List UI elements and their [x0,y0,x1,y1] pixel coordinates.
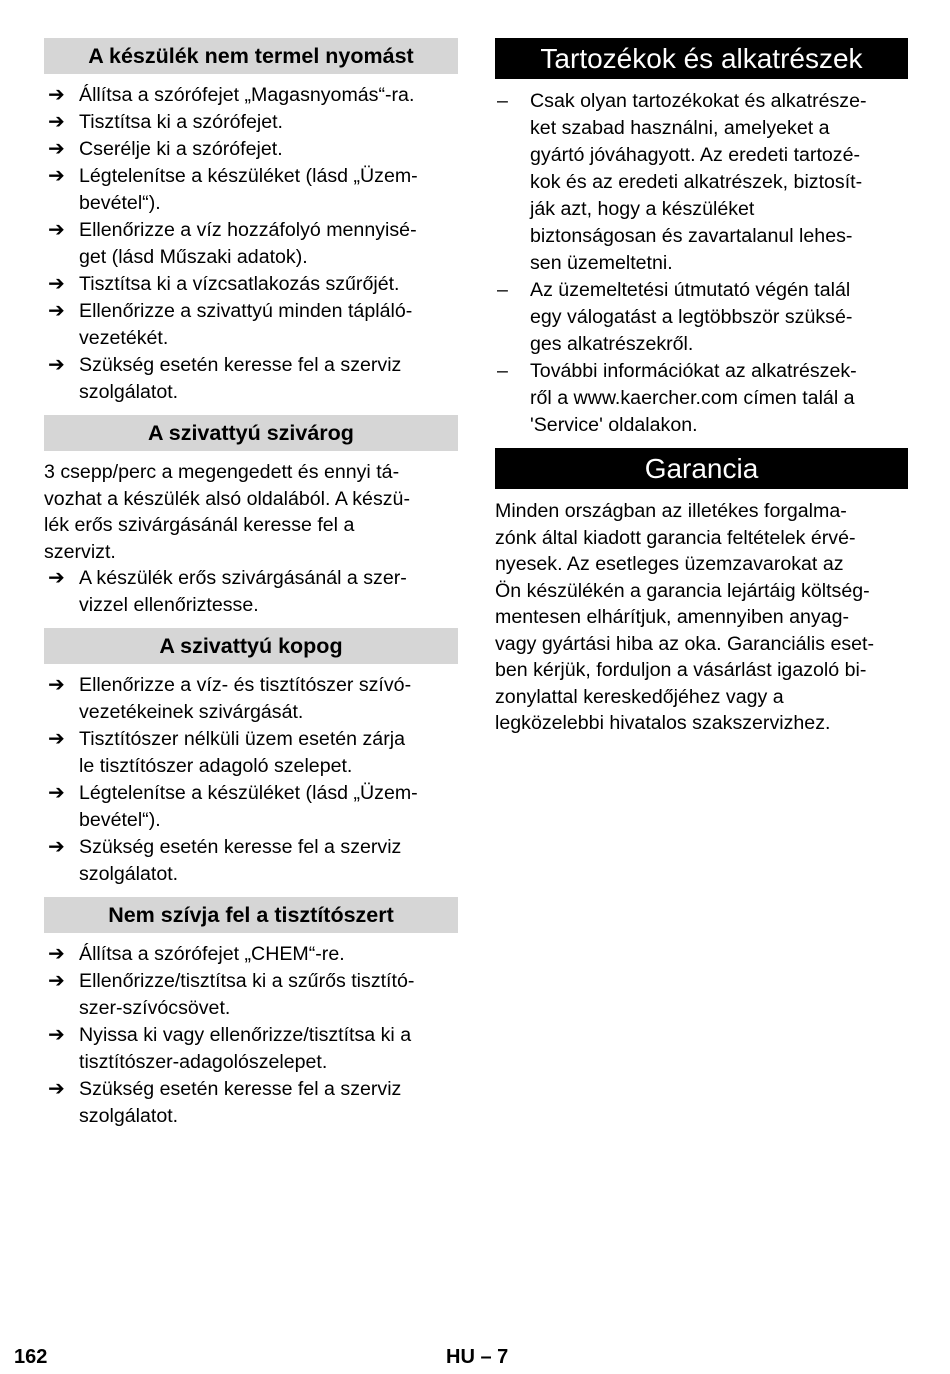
list-item: ➔ Ellenőrizze/tisztítsa ki a szűrős tisztító- szer-szívócsövet. [48,970,415,1019]
right-arrow-icon: ➔ [48,836,65,858]
accessories-list [495,88,908,439]
section-heading-accessories: Tartozékok és alkatrészek [495,38,908,79]
right-arrow-icon: ➔ [48,111,65,133]
list-item: ➔ Szükség esetén keresse fel a szerviz szolgálatot. [48,1078,402,1127]
list-item: ➔ Szükség esetén keresse fel a szerviz szolgálatot. [48,836,402,885]
list-item: ➔ Légtelenítse a készüléket (lásd „Üzem- bevétel“). [48,782,418,831]
section-heading-no-pressure: A készülék nem termel nyomást [44,38,458,74]
right-arrow-icon: ➔ [48,943,65,965]
right-arrow-icon: ➔ [48,273,65,295]
list-item: ➔ Ellenőrizze a víz- és tisztítószer szívó- vezetékeinek szivárgását. [48,674,412,723]
list-item: ➔ Ellenőrizze a szivattyú minden tápláló- vezetékét. [48,300,413,349]
right-arrow-icon: ➔ [48,782,65,804]
section-heading-warranty: Garancia [495,448,908,489]
list-item: ➔ Légtelenítse a készüléket (lásd „Üzem- bevétel“). [48,165,418,214]
left-column [44,38,458,1130]
list-item: ➔ Tisztítsa ki a szórófejet. [44,109,458,136]
list-item: ➔ Nyissa ki vagy ellenőrizze/tisztítsa ki a tisztítószer-adagolószelepet. [48,1024,412,1073]
section-heading-detergent-not-sucked: Nem szívja fel a tisztítószert [44,897,458,933]
list-item: ➔ Tisztítsa ki a vízcsatlakozás szűrőjét. [44,271,458,298]
right-arrow-icon: ➔ [48,1024,65,1046]
language-page-label: HU – 7 [446,1346,509,1368]
right-column [495,38,908,737]
pump-leaking-paragraph: 3 csepp/perc a megengedett és ennyi tá- vozhat a készülék alsó oldalából. A készü- lék erős szivárgásánál keresse fel a szervizt. [44,461,410,563]
section-heading-pump-knocking: A szivattyú kopog [44,628,458,664]
list-item: ➔ Ellenőrizze a víz hozzáfolyó mennyisé- get (lásd Műszaki adatok). [48,219,417,268]
right-arrow-icon: ➔ [48,674,65,696]
list-item: ➔ A készülék erős szivárgásánál a szer- vizzel ellenőriztesse. [48,567,407,616]
warranty-paragraph: Minden országban az illetékes forgalma- zónk által kiadott garancia feltételek érvé- nyesek. Az esetleges üzemzavarokat az Ön készülékén a garancia lejártáig költség- mentesen elhárítjuk, amennyiben anyag- vagy gyártási hiba az oka. Garanciális eset- ben kérjük, forduljon a vásárlást igazoló bi- zonylattal kereskedőjéhez vagy a legközelebbi hivatalos szakszervizhez. [495,500,874,734]
list-item: – Csak olyan tartozékokat és alkatrésze- ket szabad használni, amelyeket a gyártó jóváhagyott. Az eredeti tartozé- kok és az eredeti alkatrészek, biztosít- ják azt, hogy a készüléket biztonságosan és zavartalanul lehes- sen üzemeltetni. [497,90,867,274]
right-arrow-icon: ➔ [48,138,65,160]
dash-bullet-icon: – [497,360,508,382]
list-item: ➔ Cserélje ki a szórófejet. [44,136,458,163]
dash-bullet-icon: – [497,279,508,301]
dash-bullet-icon: – [497,90,508,112]
pump-knocking-list [44,672,458,888]
page-number: 162 [14,1346,48,1368]
right-arrow-icon: ➔ [48,970,65,992]
section-heading-pump-leaking: A szivattyú szivárog [44,415,458,451]
right-arrow-icon: ➔ [48,1078,65,1100]
right-arrow-icon: ➔ [48,728,65,750]
list-item: – Az üzemeltetési útmutató végén talál egy válogatást a legtöbbször szüksé- ges alkatrészekről. [497,279,853,355]
detergent-list [44,941,458,1130]
right-arrow-icon: ➔ [48,567,65,589]
list-item: ➔ Szükség esetén keresse fel a szerviz szolgálatot. [48,354,402,403]
no-pressure-list [44,82,458,406]
right-arrow-icon: ➔ [48,84,65,106]
right-arrow-icon: ➔ [48,219,65,241]
right-arrow-icon: ➔ [48,300,65,322]
right-arrow-icon: ➔ [48,165,65,187]
list-item: – További információkat az alkatrészek- ről a www.kaercher.com címen talál a 'Service' oldalakon. [497,360,857,436]
pump-leaking-list [44,565,458,619]
list-item: ➔ Állítsa a szórófejet „Magasnyomás“-ra. [44,82,458,109]
list-item: ➔ Állítsa a szórófejet „CHEM“-re. [44,941,458,968]
right-arrow-icon: ➔ [48,354,65,376]
list-item: ➔ Tisztítószer nélküli üzem esetén zárja le tisztítószer adagoló szelepet. [48,728,405,777]
